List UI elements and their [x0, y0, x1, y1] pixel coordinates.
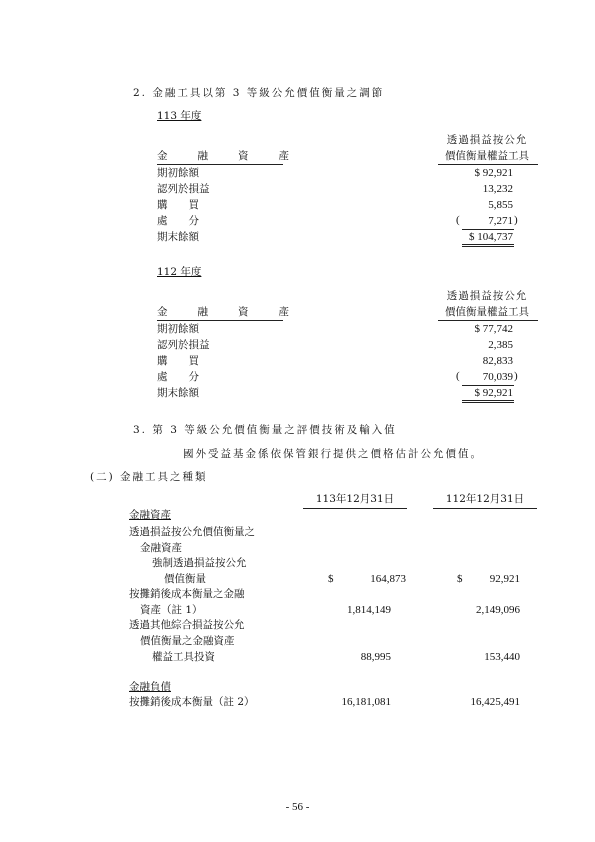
row-value-purchase: 82,833	[482, 355, 513, 367]
equity-investment-label: 權益工具投資	[152, 651, 215, 663]
column-header-112-underline	[433, 508, 537, 509]
fvtpl-label-line2: 金融資產	[140, 542, 182, 554]
row-label-disposal: 處 分	[157, 215, 199, 227]
section-title-level3-reconciliation: 2. 金融工具以第 3 等級公允價值衡量之調節	[133, 87, 385, 99]
mandatory-label-line1: 強制透過損益按公允	[152, 557, 247, 569]
row-value-disposal: 70,039	[482, 371, 513, 383]
row-value-opening: $ 92,921	[474, 167, 513, 179]
row-label-recognized: 認列於損益	[157, 183, 210, 195]
closing-double-underline	[462, 400, 514, 403]
row-label-recognized: 認列於損益	[157, 339, 210, 351]
equity-113-value: 88,995	[360, 651, 391, 663]
amortized-113-value: 1,814,149	[347, 604, 391, 616]
column-header-line1: 透過損益按公允	[446, 134, 528, 146]
mandatory-112-dollar-sign: $	[457, 573, 463, 585]
amortized-label-line2: 資產（註 1）	[140, 604, 203, 616]
row-value-recognized: 13,232	[482, 183, 513, 195]
mandatory-label-line2: 價值衡量	[164, 573, 206, 585]
liability-112-value: 16,425,491	[470, 696, 520, 708]
column-header-113: 113年12月31日	[315, 493, 395, 505]
row-value-opening: $ 77,742	[474, 323, 513, 335]
equity-112-value: 153,440	[484, 651, 520, 663]
row-label-opening: 期初餘額	[157, 323, 199, 335]
column-header-underline	[438, 164, 538, 165]
disposal-underline	[462, 229, 514, 230]
row-value-closing: $ 104,737	[469, 231, 513, 243]
column-header-line2: 價值衡量權益工具	[445, 150, 529, 162]
row-value-disposal: 7,271	[488, 215, 513, 227]
paren-close: )	[514, 370, 518, 382]
fvoci-label-line1: 透過其他綜合損益按公允	[129, 619, 245, 631]
row-label-closing: 期末餘額	[157, 387, 199, 399]
asset-header-underline	[157, 320, 283, 321]
mandatory-113-value: 164,873	[370, 573, 406, 585]
row-value-closing: $ 92,921	[474, 387, 513, 399]
disposal-underline	[462, 385, 514, 386]
row-value-purchase: 5,855	[488, 199, 513, 211]
row-label-closing: 期末餘額	[157, 231, 199, 243]
asset-header: 金 融 資 產	[157, 150, 292, 162]
fvoci-label-line2: 價值衡量之金融資產	[140, 635, 235, 647]
mandatory-113-dollar-sign: $	[328, 573, 334, 585]
row-label-purchase: 購 買	[157, 199, 199, 211]
liability-amortized-label: 按攤銷後成本衡量（註 2）	[129, 696, 255, 708]
column-header-underline	[438, 320, 538, 321]
amortized-label-line1: 按攤銷後成本衡量之金融	[129, 588, 245, 600]
row-label-disposal: 處 分	[157, 371, 199, 383]
mandatory-112-value: 92,921	[489, 573, 520, 585]
section-title-instrument-types: (二) 金融工具之種類	[90, 471, 208, 483]
liability-113-value: 16,181,081	[341, 696, 391, 708]
asset-header-underline	[157, 164, 283, 165]
column-header-112: 112年12月31日	[445, 493, 525, 505]
page-number: - 56 -	[285, 801, 310, 813]
row-value-recognized: 2,385	[488, 339, 513, 351]
valuation-body-text: 國外受益基金係依保管銀行提供之價格估計公允價值。	[183, 448, 483, 460]
year-label-112: 112 年度	[157, 266, 202, 278]
asset-header: 金 融 資 產	[157, 306, 292, 318]
fvtpl-label-line1: 透過損益按公允價值衡量之	[129, 526, 255, 538]
financial-assets-heading: 金融資產	[129, 509, 171, 521]
column-header-line1: 透過損益按公允	[446, 290, 528, 302]
section-title-valuation: 3. 第 3 等級公允價值衡量之評價技術及輸入值	[133, 424, 397, 436]
paren-open: (	[456, 370, 460, 382]
row-label-opening: 期初餘額	[157, 167, 199, 179]
amortized-112-value: 2,149,096	[476, 604, 520, 616]
row-label-purchase: 購 買	[157, 355, 199, 367]
year-label-113: 113 年度	[157, 110, 202, 122]
paren-open: (	[456, 214, 460, 226]
closing-double-underline	[462, 244, 514, 247]
financial-liabilities-heading: 金融負債	[129, 681, 171, 693]
paren-close: )	[514, 214, 518, 226]
column-header-113-underline	[303, 508, 407, 509]
column-header-line2: 價值衡量權益工具	[445, 306, 529, 318]
